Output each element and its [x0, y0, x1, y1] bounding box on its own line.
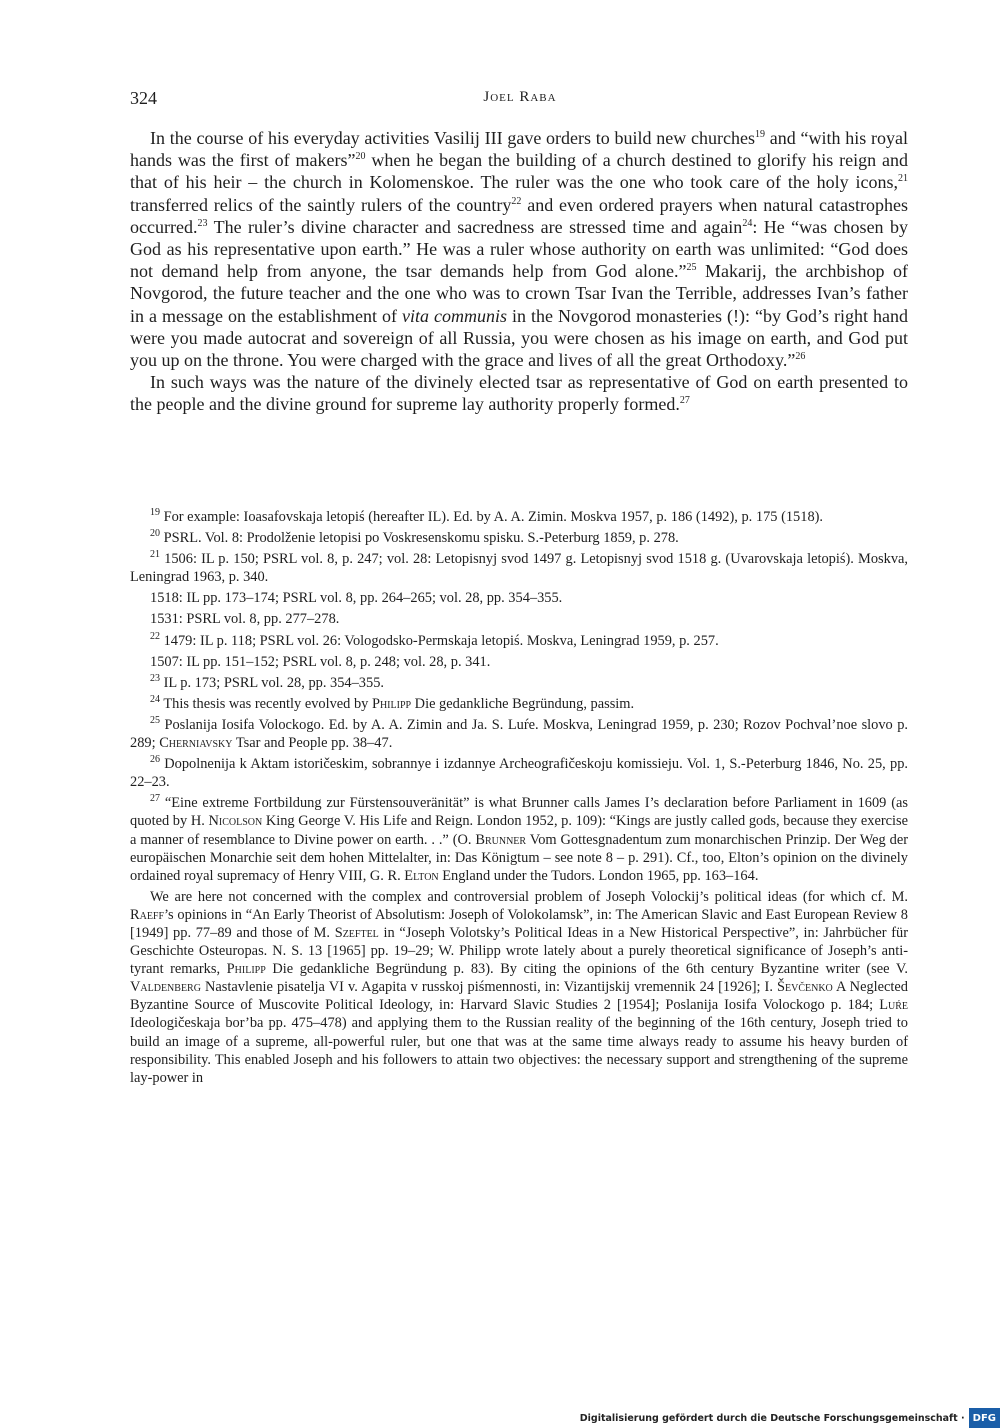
text-run: PSRL. Vol. 8: Prodolženie letopisi po Voskresenskomu spisku. S.-Peterburg 1859, p. 278.	[160, 530, 679, 547]
footnote	[130, 589, 908, 607]
footnote	[130, 695, 908, 713]
note-marker: 21	[898, 173, 908, 185]
text-run: Nastavlenie pisatelja VI v. Agapita v russkoj piśmennosti, in: Vizantijskij vremennik 24 [1926]; I.	[200, 979, 777, 996]
text-run: King George V. His Life and Reign. London 1952, p. 109): “Kings are justly called gods, because they exercise a manner of resemblance to Divine power on earth. . .” (O.	[130, 813, 908, 848]
page-number: 324	[130, 88, 157, 108]
note-marker: 20	[150, 528, 160, 540]
footnote	[130, 610, 908, 628]
note-marker: 24	[150, 694, 160, 706]
note-marker: 21	[150, 549, 160, 561]
text-run: when he began the building of a church destined to glorify his reign and that of his heir – the church in Kolomenskoe. The ruler was the one who took care of the holy icons,	[130, 150, 908, 193]
author-name: Szeftel	[334, 924, 379, 941]
note-marker: 25	[686, 262, 697, 274]
author-name: Luŕe	[879, 997, 908, 1014]
note-marker: 27	[150, 793, 160, 805]
text-run: 1518: IL pp. 173–174; PSRL vol. 8, pp. 264–265; vol. 28, pp. 354–355.	[150, 590, 563, 607]
text-run: and “with his royal hands was the first of makers”	[130, 128, 908, 171]
footer-credit: Digitalisierung gefördert durch die Deutsche Forschungsgemeinschaft ·	[579, 1412, 965, 1424]
footnote	[130, 550, 908, 586]
text-run: IL p. 173; PSRL vol. 28, pp. 354–355.	[160, 674, 384, 691]
footnote	[130, 716, 908, 752]
footnote	[130, 794, 908, 884]
text-run: in “Joseph Volotsky’s Political Ideas in a New Historical Perspective”, in: Jahrbücher für Geschichte Osteuropas. N. S. 13 [1965] pp. 19–29; W. Philipp wrote lately about a purely theoretical significance of Joseph’s anti-tyrant remarks,	[130, 924, 908, 978]
note-marker: 19	[150, 507, 160, 519]
text-run: For example: Ioasafovskaja letopiś (hereafter IL). Ed. by A. A. Zimin. Moskva 1957, p. 186 (1492), p. 175 (1518).	[160, 509, 824, 525]
footnote	[130, 632, 908, 650]
footnote	[130, 508, 908, 526]
note-marker: 27	[679, 395, 690, 407]
text-run: In such ways was the nature of the divinely elected tsar as representative of God on earth presented to the people and the divine ground for supreme lay authority properly formed.	[130, 372, 908, 415]
text-run: Makarij, the archbishop of Novgorod, the future teacher and the one who was to crown Tsar Ivan the Terrible, addresses Ivan’s father in a message on the establishment of	[130, 261, 908, 326]
text-run: Die gedankliche Begründung p. 83). By citing the opinions of the 6th century Byzantine writer (see V.	[265, 961, 908, 978]
author-name: Brunner	[475, 831, 527, 848]
text-run: Ideologičeskaja bor’ba pp. 475–478) and applying them to the Russian reality of the beginning of the 16th century, Joseph tried to build an image of a supreme, all-powerful ruler, but one that was at the same time always ready to assume his heavy burden of responsibility. This enabled Joseph and his followers to attain two objectives: the necessary support and strengthening of the supreme lay-power in	[130, 1015, 908, 1086]
body-paragraph	[130, 371, 908, 415]
page-header	[130, 88, 910, 112]
text-run: The ruler’s divine character and sacredness are stressed time and again	[207, 216, 743, 237]
text-run: A Neglected Byzantine Source of Muscovite Political Ideology, in: Harvard Slavic Studies 2 [1954]; Poslanija Iosifa Volockogo p. 184;	[130, 979, 909, 1014]
text-run: Vom Gottesgnadentum zum monarchischen Prinzip. Der Weg der europäischen Monarchie seit dem hohen Mittelalter, in: Das Königtum – see note 8 – p. 291). Cf., too, Elton’s opinion on the divinely ordained royal supremacy of Henry VIII, G. R.	[130, 831, 908, 884]
text-run: Tsar and People pp. 38–47.	[232, 735, 393, 752]
author-name: Valdenberg	[130, 979, 201, 996]
text-run: Poslanija Iosifa Volockogo. Ed. by A. A. Zimin and Ja. S. Luŕe. Moskva, Leningrad 1959, p. 230; Rozov Pochval’noe slovo p. 289;	[130, 716, 908, 752]
note-marker: 26	[795, 351, 806, 363]
author-name: Philipp	[226, 961, 266, 978]
note-marker: 19	[755, 129, 766, 140]
text-run: and even ordered prayers when natural catastrophes occurred.	[130, 194, 908, 237]
author-name: Elton	[404, 867, 439, 884]
author-name: Philipp	[371, 695, 412, 712]
text-run: “Eine extreme Fortbildung zur Fürstensouveränität” is what Brunner calls James I’s declaration before Parliament in 1609 (as quoted by H.	[130, 795, 908, 830]
text-run: ’s opinions in “An Early Theorist of Absolutism: Joseph of Volokolamsk”, in: The American Slavic and East European Review 8 [1949] pp. 77–89 and those of M.	[130, 906, 908, 941]
text-run: 1479: IL p. 118; PSRL vol. 26: Vologodsko-Permskaja letopiś. Moskva, Leningrad 1959, p. 257.	[160, 632, 719, 649]
text-run: In the course of his everyday activities Vasilij III gave orders to build new churches	[150, 128, 756, 148]
dfg-logo: DFG	[969, 1408, 1000, 1428]
text-run: transferred relics of the saintly rulers of the country	[130, 194, 512, 215]
text-run: in the Novgorod monasteries (!): “by God’s right hand were you made autocrat and sovereign of all Russia, you were chosen as his image on earth, and God put you up on the throne. You were charged with the grace and lives of all the great Orthodoxy.”	[130, 305, 909, 371]
footnotes	[130, 508, 908, 1087]
author-name: Cherniavsky	[159, 735, 233, 752]
note-marker: 23	[197, 217, 208, 229]
body-text	[130, 127, 908, 416]
text-run: 1506: IL p. 150; PSRL vol. 8, p. 247; vol. 28: Letopisnyj svod 1497 g. Letopisnyj svod 1518 g. (Uvarovskaja letopiś). Moskva, Leningrad 1963, p. 340.	[130, 551, 908, 586]
text-run: Die gedankliche Begründung, passim.	[411, 695, 635, 712]
footnote	[130, 755, 908, 791]
footnote	[130, 674, 908, 692]
text-run: England under the Tudors. London 1965, pp. 163–164.	[438, 867, 759, 884]
text-run: 1531: PSRL vol. 8, pp. 277–278.	[150, 611, 340, 628]
note-marker: 22	[511, 195, 522, 207]
footnote	[130, 653, 908, 671]
note-marker: 20	[355, 151, 366, 163]
note-marker: 22	[150, 630, 160, 642]
note-marker: 26	[150, 754, 160, 766]
author-name: Nicolson	[208, 813, 263, 830]
text-run: This thesis was recently evolved by	[160, 695, 372, 712]
text-run: 1507: IL pp. 151–152; PSRL vol. 8, p. 248; vol. 28, p. 341.	[150, 653, 491, 670]
note-marker: 25	[150, 715, 160, 727]
author-name: Ševčenko	[776, 979, 833, 996]
footer	[580, 1408, 1000, 1428]
note-marker: 23	[150, 672, 160, 684]
running-head: Joel Raba	[483, 89, 557, 105]
footnote	[130, 888, 908, 1087]
text-run: Dopolnenija k Aktam istoričeskim, sobrannye i izdannye Archeografičeskoju komissieju. Vol. 1, S.-Peterburg 1846, No. 25, pp. 22–23.	[130, 756, 908, 791]
text-run: We are here not concerned with the complex and controversial problem of Joseph Volockij’s political ideas (for which cf. M.	[150, 888, 908, 905]
italic-text: vita communis	[402, 305, 507, 326]
note-marker: 24	[742, 217, 753, 229]
author-name: Raeff	[130, 906, 165, 923]
footnote	[130, 529, 908, 547]
body-paragraph	[130, 127, 908, 371]
text-run: : He “was chosen by God as his representative upon earth.” He was a ruler whose authority on earth was unlimited: “God does not demand help from anyone, the tsar demands help from God alone.”	[130, 216, 908, 282]
